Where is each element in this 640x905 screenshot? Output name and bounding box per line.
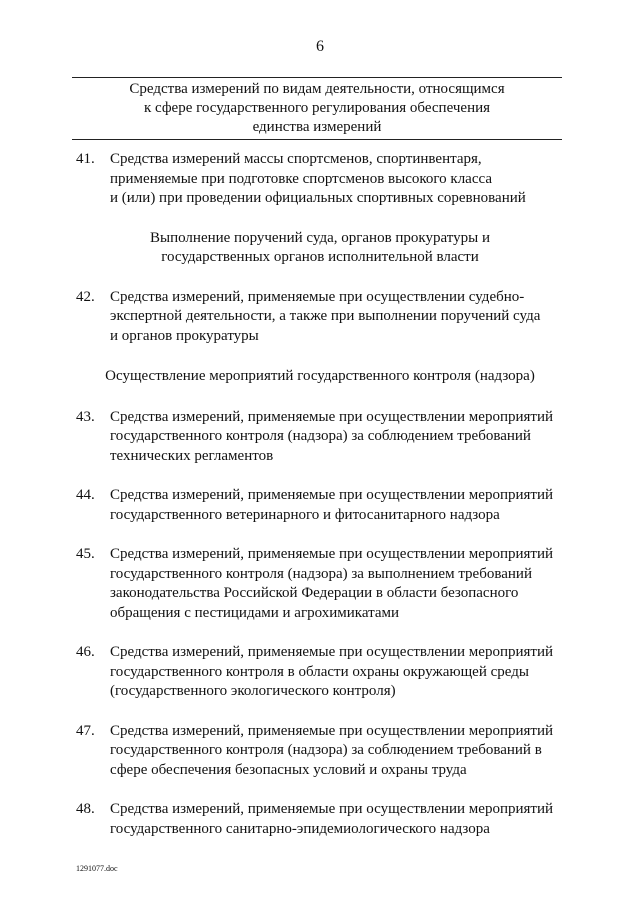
item-line: Средства измерений, применяемые при осуществлении мероприятий [110, 801, 554, 817]
item-line: Средства измерений, применяемые при осуществлении мероприятий [110, 644, 554, 660]
item-text [110, 643, 553, 702]
list-item-47 [76, 722, 554, 781]
item-line: (государственного экологического контроля) [110, 683, 396, 699]
list-item-43 [76, 408, 554, 467]
item-text [110, 545, 553, 623]
header-line: Средства измерений по видам деятельности, относящимся [129, 81, 505, 97]
header-line: к сфере государственного регулирования обеспечения [143, 100, 491, 116]
section-heading-court [0, 229, 640, 268]
item-line: применяемые при подготовке спортсменов высокого класса [110, 170, 492, 187]
item-text [110, 408, 553, 467]
item-line: обращения с пестицидами и агрохимикатами [110, 604, 400, 621]
item-line: Средства измерений массы спортсменов, спортинвентаря, [110, 151, 482, 167]
page-number: 6 [316, 38, 324, 55]
document-header [72, 77, 562, 140]
section-line: Выполнение поручений суда, органов прокуратуры и [150, 229, 490, 246]
document-body [0, 150, 640, 839]
list-item-42 [76, 288, 546, 347]
item-line: Средства измерений, применяемые при осуществлении мероприятий [110, 546, 554, 562]
item-line: технических регламентов [110, 447, 274, 464]
item-line: экспертной деятельности, а также при выполнении поручений суда [110, 308, 541, 324]
list-item-44 [76, 486, 554, 525]
item-number: 41. [76, 151, 95, 167]
item-number: 45. [76, 546, 95, 562]
item-text [110, 800, 553, 839]
item-line: государственного контроля в области охраны окружающей среды [110, 663, 529, 680]
item-text [110, 486, 553, 525]
list-item-48 [76, 800, 554, 839]
item-line: государственного санитарно-эпидемиологического надзора [110, 820, 490, 837]
item-number: 43. [76, 408, 95, 425]
section-line: Осуществление мероприятий государственного контроля (надзора) [105, 368, 535, 384]
section-heading-control [0, 367, 640, 387]
item-number: 42. [76, 288, 95, 305]
list-item-45 [76, 545, 554, 623]
list-item-41 [76, 150, 546, 209]
item-line: государственного контроля (надзора) за соблюдением требований в [110, 742, 542, 758]
section-line: государственных органов исполнительной власти [161, 249, 479, 265]
item-number: 46. [76, 644, 95, 660]
item-number: 44. [76, 487, 95, 503]
item-number: 48. [76, 801, 95, 817]
item-line: и (или) при проведении официальных спортивных соревнований [110, 190, 526, 206]
item-line: государственного контроля (надзора) за выполнением требований [110, 565, 532, 582]
item-text [110, 150, 526, 209]
item-line: и органов прокуратуры [110, 327, 259, 344]
item-line: сфере обеспечения безопасных условий и охраны труда [110, 761, 467, 778]
item-text [110, 722, 553, 781]
item-line: Средства измерений, применяемые при осуществлении судебно- [110, 288, 525, 305]
item-text [110, 288, 540, 347]
item-line: Средства измерений, применяемые при осуществлении мероприятий [110, 408, 554, 425]
item-line: государственного ветеринарного и фитосанитарного надзора [110, 506, 500, 523]
item-line: государственного контроля (надзора) за соблюдением требований [110, 428, 531, 444]
header-line: единства измерений [252, 119, 382, 135]
item-line: Средства измерений, применяемые при осуществлении мероприятий [110, 722, 554, 739]
document-filename: 1291077.doc [76, 864, 118, 873]
list-item-46 [76, 643, 554, 702]
item-line: Средства измерений, применяемые при осуществлении мероприятий [110, 487, 554, 503]
item-line: законодательства Российской Федерации в области безопасного [110, 585, 519, 601]
item-number: 47. [76, 722, 95, 739]
